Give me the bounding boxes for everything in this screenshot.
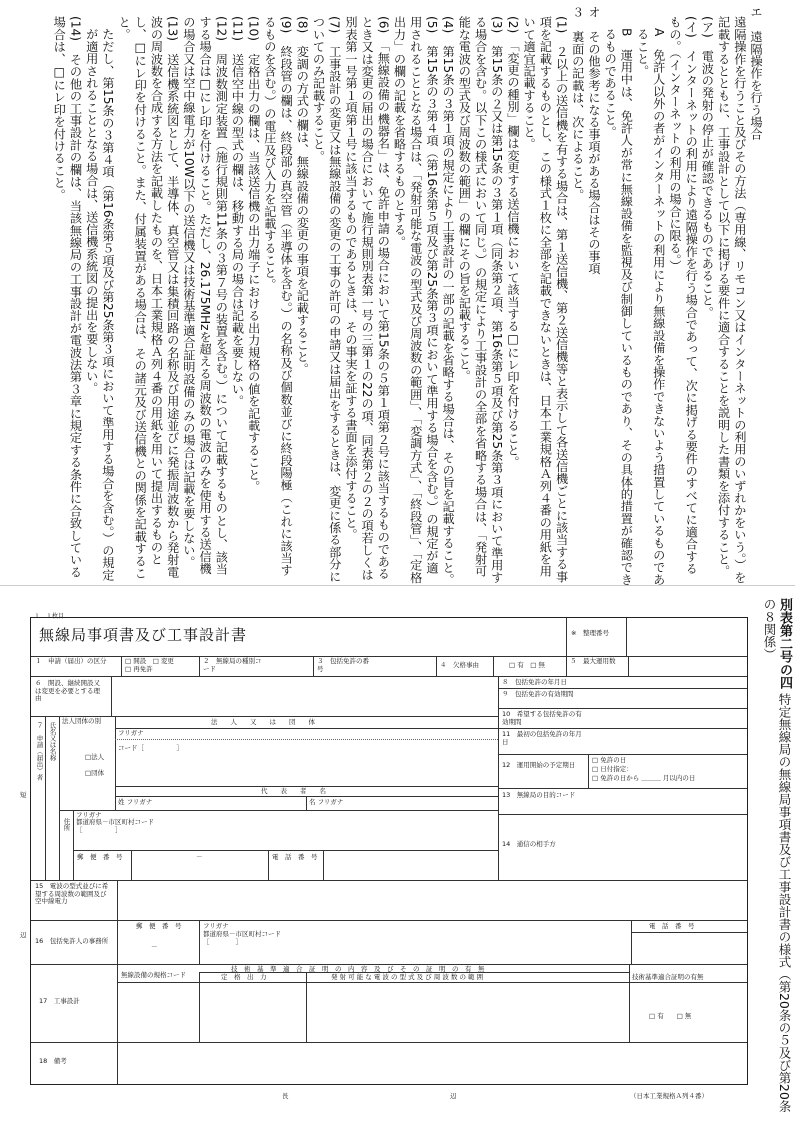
footer-standard: （日本工業規格Ａ列４番）: [630, 1092, 708, 1100]
field-1-options[interactable]: □ 開設 □ 変更: [125, 657, 174, 665]
note-11: (11) 送信空中線の型式の欄は、移動する局の場合は記載を要しない。: [230, 16, 245, 408]
f12-opt-1[interactable]: □ 免許の日: [592, 756, 627, 764]
f16-postal-dash: －: [151, 943, 158, 951]
section-divider: [0, 585, 795, 586]
note-4: (4) 第15条の３第１項の規定により工事設計の一部の記載を省略する場合は、その旨を記載すること。: [441, 16, 456, 586]
side-title: [762, 598, 792, 1118]
footer-long: 長: [282, 1092, 289, 1100]
note-7: (7) 工事設計の変更又は無線設備の変更の工事の許可の申請又は届出をするときは、変更に係る部分についてのみ記載すること。: [311, 16, 342, 583]
side-heading: 別表第二号の四: [777, 598, 792, 689]
note-14: (14) その他の工事設計の欄は、当該無線局の工事設計が電波法第３章に規定する条件に合致している場合は、□にレ印を付けること。: [52, 16, 83, 578]
field-13-label: 13 無線局の目的コード: [502, 791, 576, 799]
note-1: (1) ２以上の送信機を有する場合は、第１送信機、第２送信機等と表示して各送信機ごとに該当する事項を記載するものとし、この様式１枚に全部を記載できないときは、日本工業規格Ａ列４番の用紙を用いて適宜記載すること。: [522, 16, 569, 583]
item-o: オ その他参考になる事項がある場合はその事項: [586, 6, 601, 275]
note-8: (8) 変調の方式の欄は、無線設備の変更の事項を記載すること。: [295, 16, 310, 375]
note-9: (9) 終段管の欄は、終段部の真空管（半導体を含む。）の名称及び個数並びに終段陽極（これに該当するものを含む。）の電圧及び入力を記載すること。: [262, 16, 294, 577]
field-15-label: 15 電波の型式並びに希望する周波数の範囲及び空中線電力: [35, 882, 109, 905]
ref-no-label: ※ 整理番号: [571, 629, 609, 637]
field-1-label: １ 申請（届出）の区分: [35, 657, 107, 665]
field-8-label: ８ 包括免許の年月日: [502, 678, 567, 686]
option-group[interactable]: □団体: [85, 769, 105, 777]
f12-opt-3[interactable]: □ 免許の日から ＿＿＿ 月以内の日: [592, 774, 696, 782]
instruction-text: [6, 6, 764, 586]
addr-furigana: フリガナ: [76, 811, 102, 819]
application-form: [30, 617, 748, 1085]
margin-edge: 辺: [20, 931, 27, 939]
note-6: (6) 「無線設備の機器名」は、免許申請の場合において第15条の５第１項第２号に該当するものであるとき又は変更の届出の場合において施行規則別表第一号の三第１の22の項、同表第２の２の項若しくは別表第一号第１項第１号に該当するものであるときは、その事実を証する書面を添付すること。: [343, 16, 391, 581]
margin-short: 短: [20, 791, 27, 799]
addr-code[interactable]: ［ ］: [76, 826, 122, 834]
f17-cert-options[interactable]: □ 有 □ 無: [649, 1012, 692, 1020]
item-e-i-a: A 免許人以外の者がインターネットの利用により無線設備を操作できないよう措置しているものであること。: [635, 28, 666, 586]
f16-pref-code: 都道府県－市区町村コード: [203, 930, 281, 938]
field-6-label: ６ 開設、継続開設又は変更を必要とする理由: [35, 679, 100, 702]
option-corp[interactable]: □法人: [85, 753, 105, 761]
postal-label: 郵 便 番 号: [77, 853, 123, 861]
addr-pref-code: 都道府県－市区町村コード: [76, 818, 154, 826]
code-field[interactable]: コード［ ］: [118, 744, 183, 752]
field-9-label: ９ 包括免許の有効期間: [502, 690, 574, 698]
name-row-label: 氏名又は名称: [48, 722, 57, 761]
field-16-label: 16 包括免許人の事務所: [35, 937, 109, 945]
item-e-text: 遠隔操作を行うこと及びその方法（専用線、リモコン又はインターネットの利用のいずれかをいう。）を記載するとともに、工事設計として以下に掲げる要件に適合することを説明した書類を添付すること。: [716, 16, 747, 584]
note-10: (10) 定格出力の欄は、当該送信機の出力端子における出力規格の値を記載すること。: [246, 16, 261, 493]
note-3: (3) 第15条の２又は第15条の３第１項（同条第２項、第16条第５項及び第25条第３項において準用する場合を含む。以下この様式において同じ。）の規定により工事設計の全部を省略する場合は、「発射可能な電波の型式及び周波数の範囲」の欄にその旨を記載すること。: [457, 16, 504, 584]
note-13: (13) 送信機系統図として、半導体、真空管又は集積回路の名称及び用途並びに発振周波数から発射電波の周波数を合成する方法を記載したものを、日本工業規格Ａ列４番の用紙を用いて提出するものとし、□にレ印を付けること。また、付属装置がある場合は、その諸元及び送信機との関係を記載すること。: [117, 16, 180, 579]
item-e-i: (イ) インターネットの利用により遠隔操作を行う場合であって、次に掲げる要件のすべてに適合するもの。（インターネットの利用の場合に限る。）: [667, 16, 699, 575]
furigana-label: フリガナ: [118, 729, 144, 737]
field-17-label: 17 工事設計: [39, 997, 80, 1005]
field-4-label: ４ 欠格事由: [440, 661, 479, 669]
note-12: (12) 周波数測定装置（施行規則第11条の３第７号の装置を含む。）について記載するものとし、該当する場合は□にレ印を付けること。ただし、26.175MHzを超える周波数の電波のみを使用する送信機の場合又は空中線電力が10W以下の送信機又は技術基準適合証明設備のみの場合は記載を要しない。: [181, 16, 229, 576]
field-12-label: 12 運用開始の予定期日: [502, 761, 576, 769]
f17-col-power: 定 格 出 力: [221, 973, 267, 981]
postal-dash: －: [196, 853, 203, 861]
note-13b: ただし、第15条の３第４項（第16条第５項及び第25条第３項において準用する場合を含む。）の規定が適用されることとなる場合は、送信機系統図の提出を要しない。: [84, 28, 115, 581]
field-2-label: ２ 無線局の種別コード: [203, 657, 262, 673]
f17-col-standard: 無線設備の規格コード: [121, 971, 186, 979]
sei-label: 姓 フリガナ: [118, 798, 153, 806]
field-1-options-2[interactable]: □ 再免許: [125, 665, 153, 673]
phone-label: 電 話 番 号: [272, 853, 318, 861]
note-2: (2) 「変更の種別」欄は変更する送信機において該当する□にレ印を付けること。: [505, 16, 520, 469]
item-3: ３ 裏面の記載は、次によること。: [570, 6, 585, 202]
rep-label: 代 表 者 名: [261, 787, 326, 795]
field-3-label: ３ 包括免許の番号: [317, 657, 369, 673]
field-5-label: ５ 最大運用数: [570, 657, 616, 665]
f17-col-range: 発 射 可 能 な 電 波 の 型 式 及 び 周 波 数 の 範 囲: [331, 973, 484, 981]
address-label: 住所: [62, 818, 71, 831]
mei-label: 名 フリガナ: [309, 798, 344, 806]
f16-postal-label: 郵 便 番 号: [136, 922, 182, 930]
f17-header: 技 術 基 準 適 合 証 明 の 内 容 及 び そ の 証 明 の 有 無: [231, 965, 485, 973]
side-body: 特定無線局の無線局事項書及び工事設計書の様式（第20条の５及び第20条の８関係）: [762, 598, 792, 1113]
f12-opt-2[interactable]: □ 日付指定：: [592, 765, 633, 773]
form-title: 無線局事項書及び工事設計書: [39, 626, 248, 644]
f17-col-cert: 技術基準適合証明の有無: [632, 973, 704, 981]
f16-furigana: フリガナ: [203, 922, 229, 930]
note-5: (5) 第15条の３第４項（第16条第５項及び第25条第３項において準用する場合を含む。）の規定が適用されることとなる場合は、「発射可能な電波の型式及び周波数の範囲」、「変調方式」、「終段管」、「定格出力」の欄の記載を省略するものとする。: [392, 16, 439, 584]
footer-edge: 辺: [450, 1092, 457, 1100]
item-e-i-b: B 運用中は、免許人が常に無線設備を監視及び制御しているものであり、その具体的措置が確認できるものであること。: [603, 28, 634, 586]
field-18-label: 18 備考: [39, 1057, 67, 1065]
corp-kind-label: 法人団体の別: [62, 717, 101, 725]
f16-phone-label: 電 話 番 号: [649, 922, 695, 930]
item-e: エ 遠隔操作を行う場合: [749, 6, 763, 141]
field-14-label: 14 通信の相手方: [502, 840, 556, 848]
f16-code[interactable]: ［ ］: [203, 938, 242, 946]
field-11-label: 11 最初の包括免許の年月日: [502, 730, 582, 746]
corp-label: 法 人 又 は 団 体: [211, 718, 315, 726]
sheet-number: １ １枚目: [34, 613, 65, 620]
item-e-a: (ア) 電波の発射の停止が確認できるものであること。: [700, 16, 715, 319]
field-10-label: 10 希望する包括免許の有効期間: [502, 710, 582, 726]
field-7-label: ７ 申請（届出）者: [35, 722, 44, 781]
field-4-options[interactable]: □ 有 □ 無: [509, 661, 545, 669]
